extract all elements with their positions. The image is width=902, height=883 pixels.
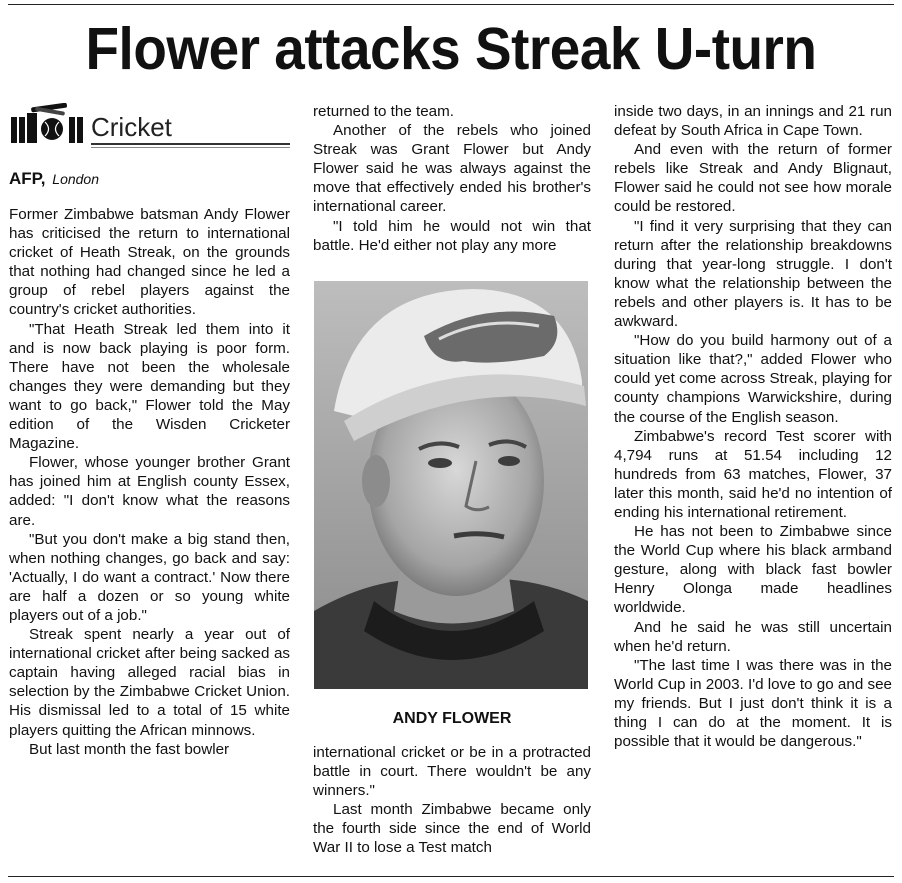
paragraph: "I told him he would not win that battle. He'd either not play any more bbox=[313, 217, 591, 254]
paragraph: Flower, whose younger brother Grant has joined him at English county Essex, added: "I don't know what the reasons are. bbox=[9, 454, 290, 529]
section-rule bbox=[91, 143, 290, 145]
section-header bbox=[9, 103, 290, 149]
bottom-rule bbox=[8, 876, 894, 877]
article-column-3 bbox=[614, 102, 892, 751]
byline-place: London bbox=[52, 171, 99, 187]
section-rule-thin bbox=[91, 147, 290, 148]
paragraph: And he said he was still uncertain when he'd return. bbox=[614, 618, 892, 655]
paragraph: returned to the team. bbox=[313, 103, 454, 120]
paragraph: "But you don't make a big stand then, when nothing changes, go back and say: 'Actually, I do want a contract.' Now there are half a dozen or so young white players out of a job." bbox=[9, 530, 290, 624]
paragraph: "How do you build harmony out of a situation like that?," added Flower who could yet come across Streak, playing for county champions Warwickshire, during the course of the English season. bbox=[614, 332, 892, 426]
paragraph: "The last time I was there was in the World Cup in 2003. I'd love to go and see my friends. But I just don't think it is a thing I can do at the moment. It is possible that it would be dangerous." bbox=[614, 656, 892, 751]
photo-caption: ANDY FLOWER bbox=[392, 710, 512, 727]
byline-agency: AFP, bbox=[9, 169, 46, 188]
paragraph: Streak spent nearly a year out of international cricket after being sacked as captain having alleged racial bias in selection by the Zimbabwe Cricket Union. His dismissal led to a total of 15 white players quitting the African minnows. bbox=[9, 626, 290, 739]
paragraph: But last month the fast bowler bbox=[29, 740, 230, 758]
portrait-photo bbox=[314, 281, 588, 689]
paragraph: And even with the return of former rebels like Streak and Andy Blignaut, Flower said he could not see how morale could be restored. bbox=[614, 141, 892, 216]
article-column-1 bbox=[9, 205, 290, 759]
article-column-2-bottom bbox=[313, 743, 591, 858]
paragraph: inside two days, in an innings and 21 run defeat by South Africa in Cape Town. bbox=[614, 103, 892, 140]
article-column-2-top bbox=[313, 102, 591, 255]
cricket-section-icon bbox=[9, 103, 89, 143]
section-label: Cricket bbox=[91, 112, 172, 142]
paragraph: Zimbabwe's record Test scorer with 4,794 runs at 51.54 including 12 hundreds from 63 matches, Flower, 37 later this month, said he'd no intention of ending his international retirement. bbox=[614, 427, 892, 521]
paragraph: Former Zimbabwe batsman Andy Flower has criticised the return to international cricket of Heath Streak, on the grounds that nothing had changed since he led a group of rebel players against the country's cricket authorities. bbox=[9, 206, 290, 319]
paragraph: "I find it very surprising that they can return after the relationship breakdowns during that year-long struggle. I don't know what the relationship between the rebels and other players is. It has to be awkward. bbox=[614, 217, 892, 331]
paragraph: international cricket or be in a protracted battle in court. There wouldn't be any winners." bbox=[313, 744, 591, 800]
paragraph: He has not been to Zimbabwe since the World Cup where his black armband gesture, along with black fast bowler Henry Olonga made headlines worldwide. bbox=[614, 523, 892, 617]
paragraph: Last month Zimbabwe became only the fourth side since the end of World War II to lose a Test match bbox=[313, 801, 591, 857]
byline bbox=[9, 168, 99, 190]
paragraph: Another of the rebels who joined Streak was Grant Flower but Andy Flower said he was always against the move that effectively ended his brother's international career. bbox=[313, 122, 591, 216]
top-rule bbox=[8, 4, 894, 5]
paragraph: "That Heath Streak led them into it and is now back playing is poor form. There have not been the wholesale changes they were demanding but they want to go back," Flower told the May edition of the Wisden Cricketer Magazine. bbox=[9, 320, 290, 453]
headline: Flower attacks Streak U-turn bbox=[85, 16, 817, 82]
